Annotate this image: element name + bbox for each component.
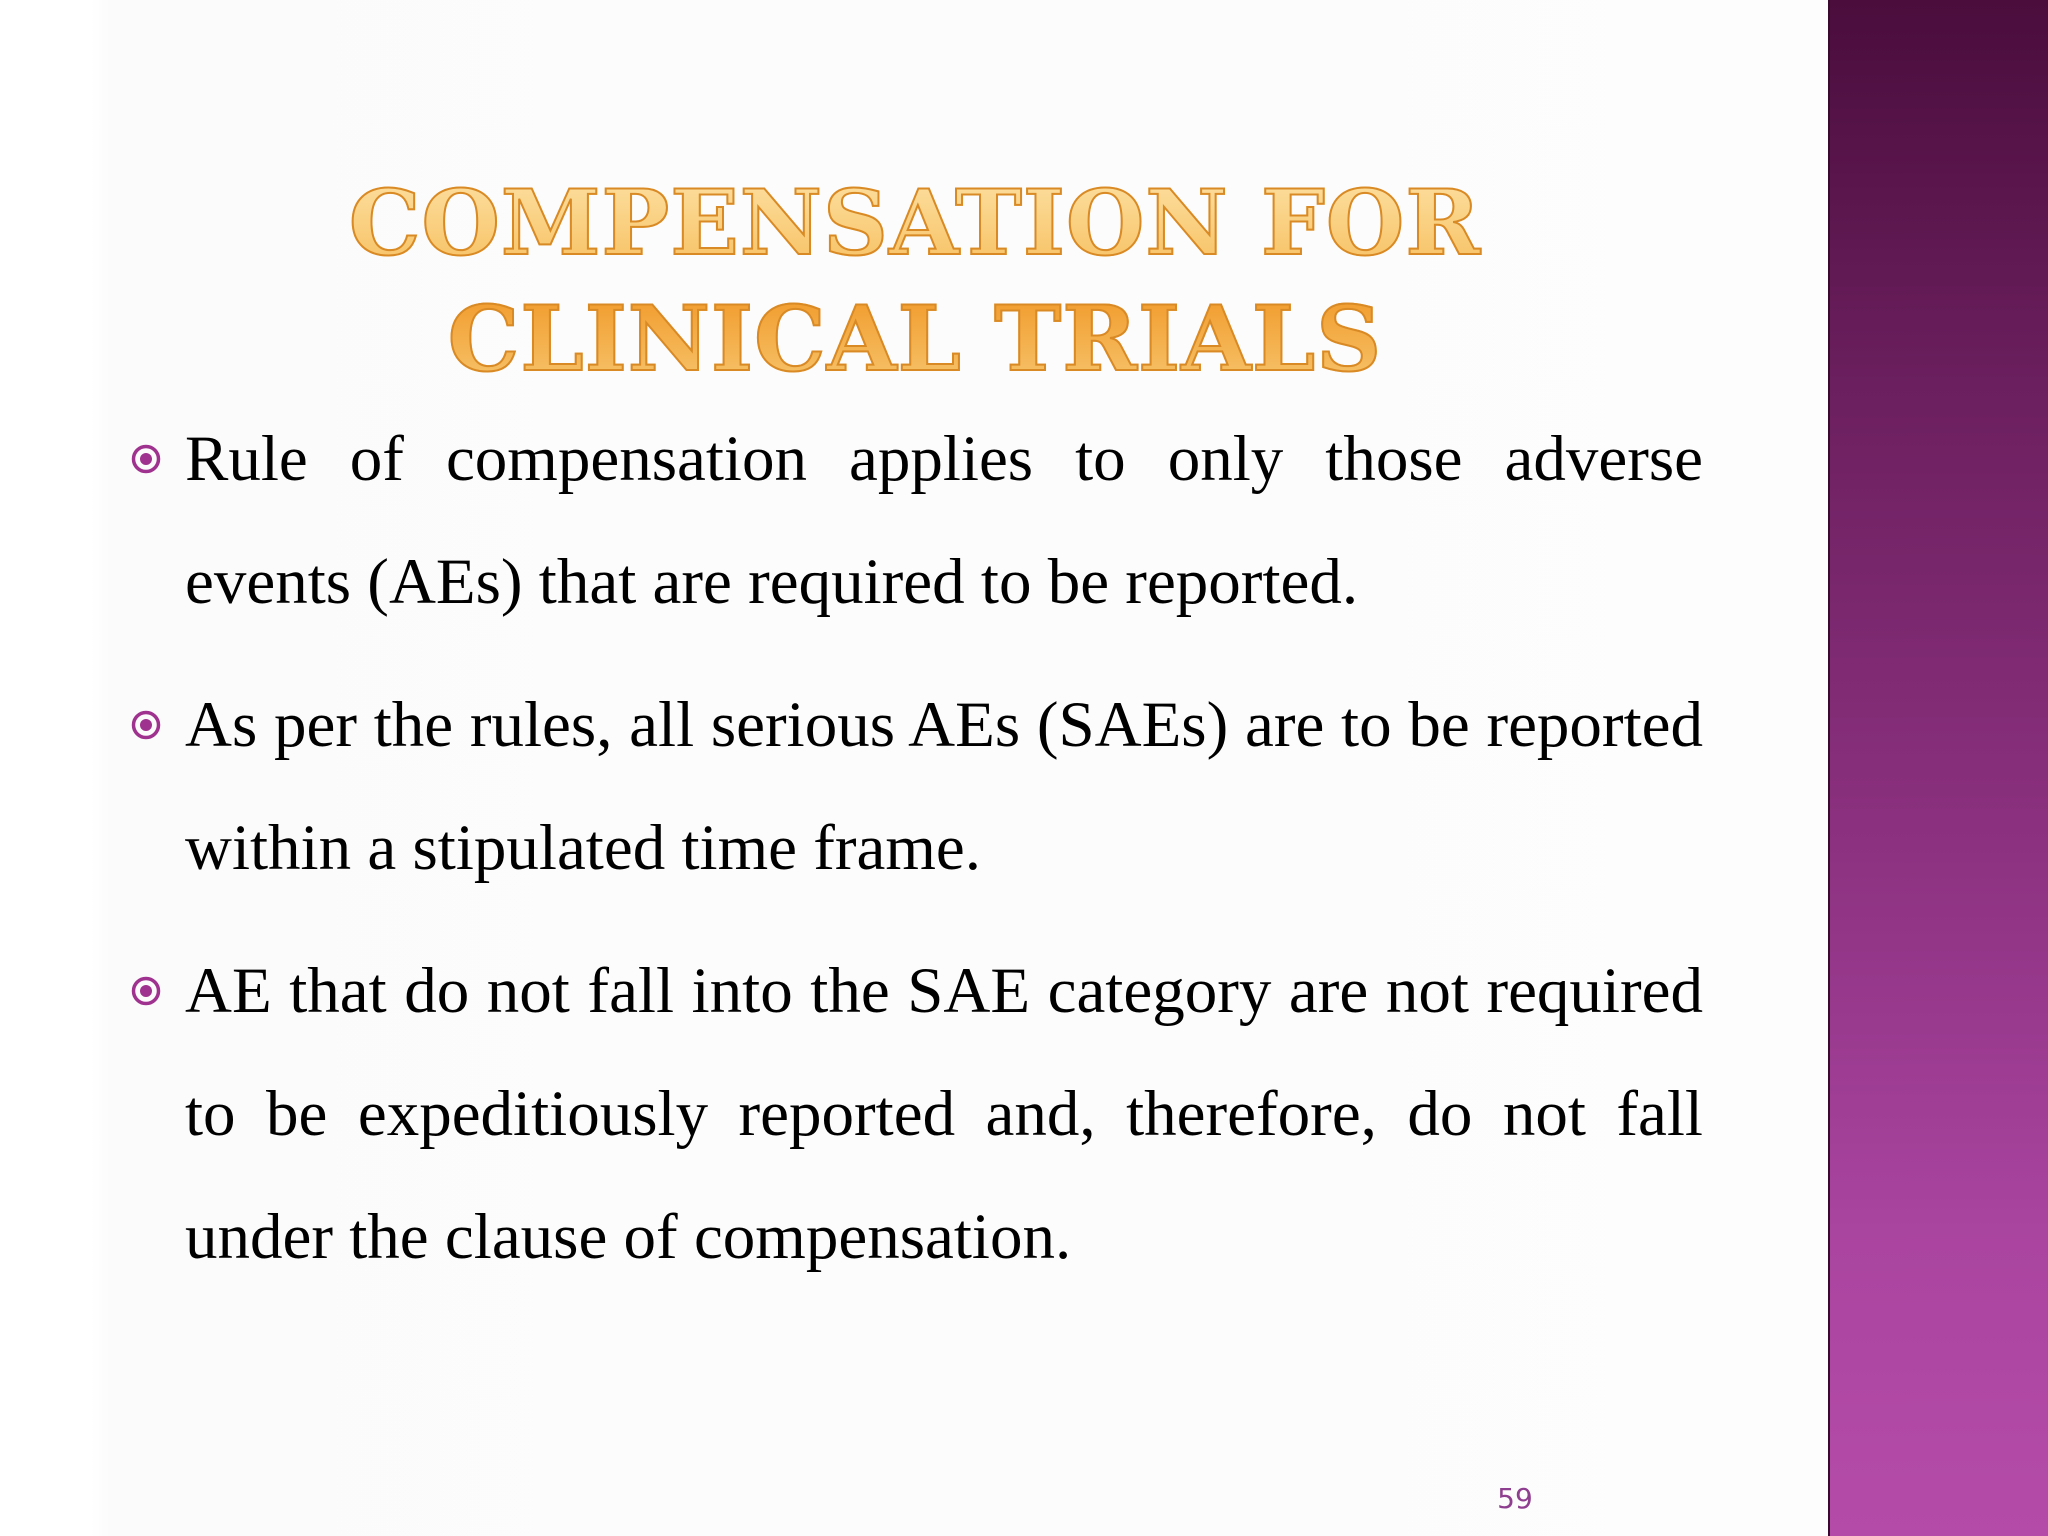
slide-title-line-2: CLINICAL TRIALS [447, 286, 1383, 393]
circled-dot-bullet-icon [130, 443, 162, 475]
bullet-text: AE that do not fall into the SAE category are not required to be expeditiously reported and, therefore, do not fall under the clause of compensation. [185, 955, 1703, 1273]
decorative-side-bar [1828, 0, 2048, 1536]
circled-dot-bullet-icon [130, 975, 162, 1007]
slide-title-line-1: COMPENSATION FOR [348, 170, 1482, 277]
bullet-text: Rule of compensation applies to only those adverse events (AEs) that are required to be reported. [185, 423, 1703, 618]
bullet-item [130, 398, 1703, 644]
circled-dot-bullet-icon [130, 709, 162, 741]
bullet-item [130, 664, 1703, 910]
page-number: 59 [1497, 1482, 1533, 1515]
bullet-text: As per the rules, all serious AEs (SAEs) are to be reported within a stipulated time frame. [185, 689, 1703, 884]
slide-title [300, 165, 1530, 397]
bullet-item [130, 930, 1703, 1299]
bullet-list [130, 398, 1703, 1319]
